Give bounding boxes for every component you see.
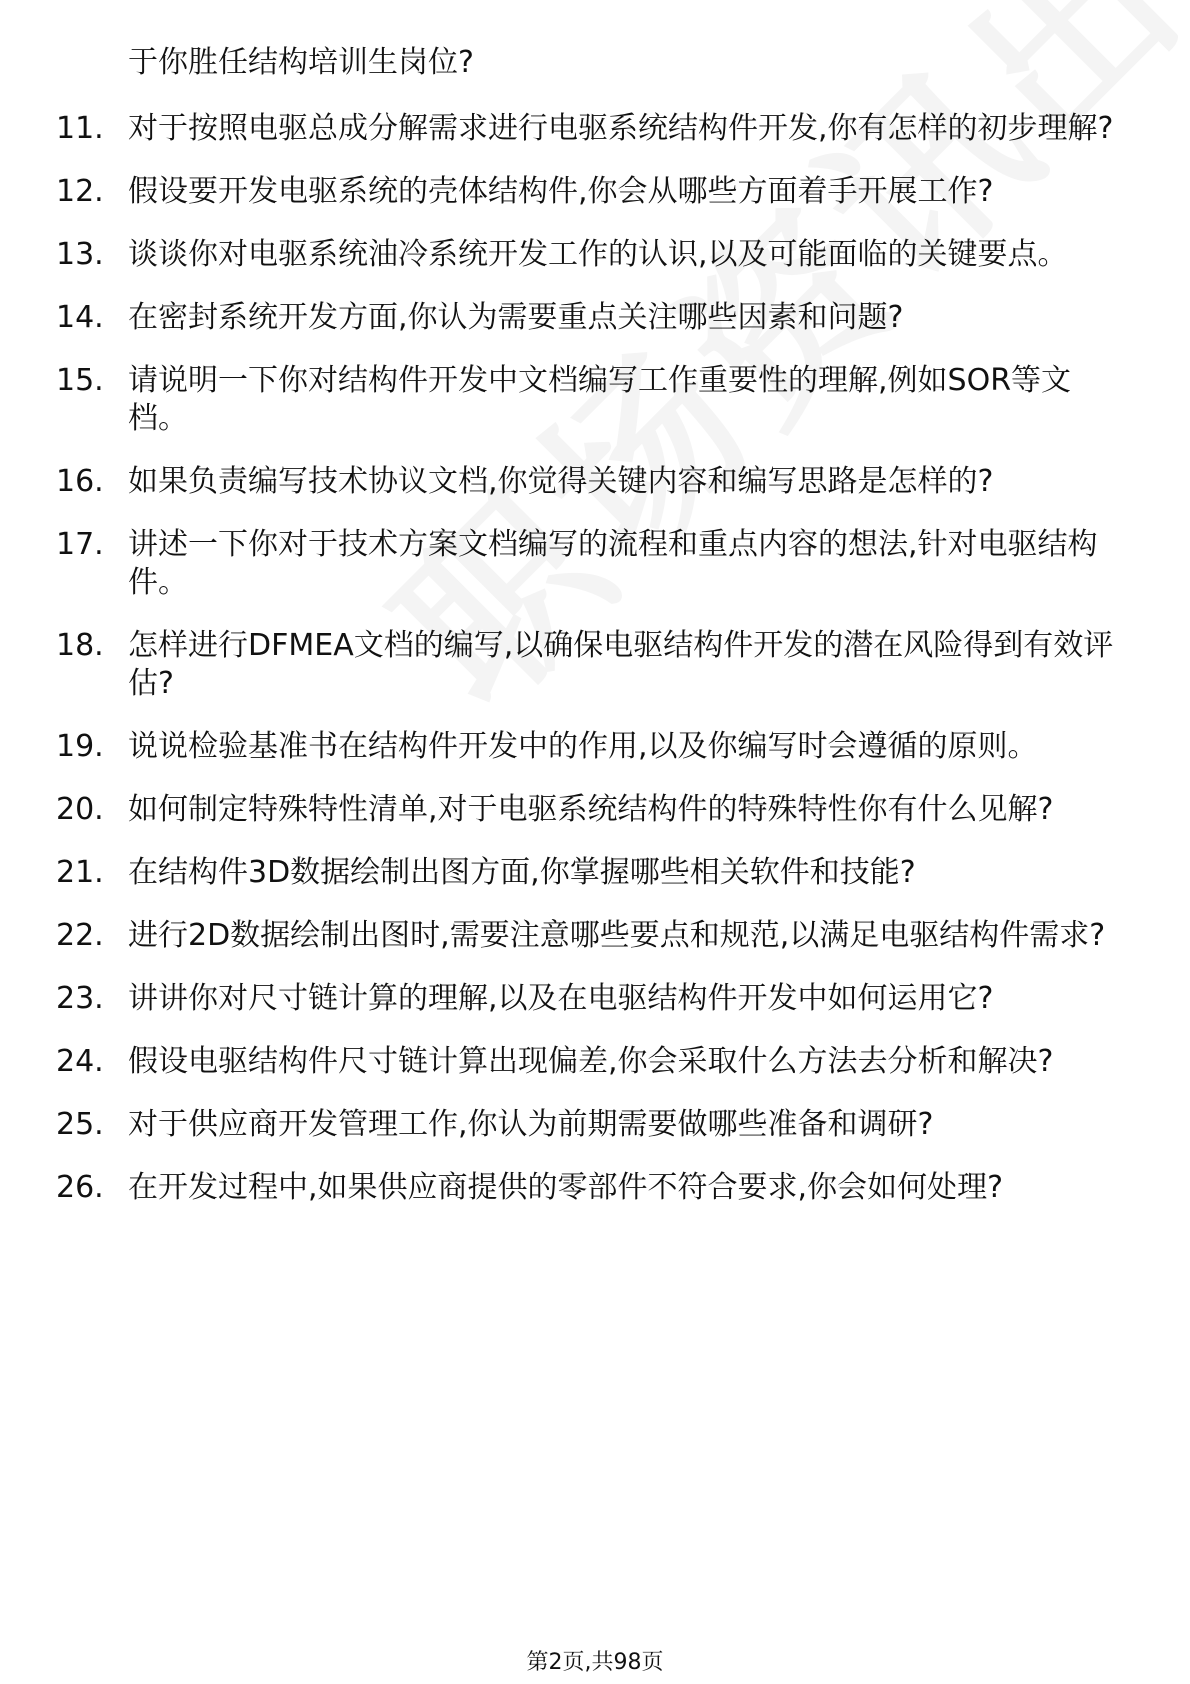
question-number: 22. [56,918,104,953]
question-item [56,173,1128,211]
question-text: 进行2D数据绘制出图时,需要注意哪些要点和规范,以满足电驱结构件需求? [128,918,1106,953]
continued-question-text: 于你胜任结构培训生岗位? [128,45,474,80]
question-item [56,917,1128,955]
question-number: 18. [56,628,104,663]
question-number: 12. [56,174,104,209]
question-item [56,854,1128,892]
question-text: 说说检验基准书在结构件开发中的作用,以及你编写时会遵循的原则。 [128,729,1038,764]
question-number: 17. [56,527,104,562]
question-item [56,728,1128,766]
question-item [56,1043,1128,1081]
question-text: 假设电驱结构件尺寸链计算出现偏差,你会采取什么方法去分析和解决? [128,1044,1054,1079]
question-item [56,791,1128,829]
question-text: 在密封系统开发方面,你认为需要重点关注哪些因素和问题? [128,300,904,335]
question-item [56,1169,1128,1207]
question-text: 讲讲你对尺寸链计算的理解,以及在电驱结构件开发中如何运用它? [128,981,994,1016]
question-item [56,299,1128,337]
question-text: 如何制定特殊特性清单,对于电驱系统结构件的特殊特性你有什么见解? [128,792,1054,827]
question-number: 14. [56,300,104,335]
question-text: 怎样进行DFMEA文档的编写,以确保电驱结构件开发的潜在风险得到有效评估? [128,628,1114,701]
question-text: 谈谈你对电驱系统油冷系统开发工作的认识,以及可能面临的关键要点。 [128,237,1068,272]
question-text: 对于供应商开发管理工作,你认为前期需要做哪些准备和调研? [128,1107,934,1142]
question-number: 24. [56,1044,104,1079]
question-number: 21. [56,855,104,890]
question-number: 16. [56,464,104,499]
question-text: 在开发过程中,如果供应商提供的零部件不符合要求,你会如何处理? [128,1170,1003,1205]
question-number: 11. [56,111,104,146]
question-item [56,627,1128,703]
question-text: 对于按照电驱总成分解需求进行电驱系统结构件开发,你有怎样的初步理解? [128,111,1114,146]
question-number: 25. [56,1107,104,1142]
question-item [56,236,1128,274]
question-text: 请说明一下你对结构件开发中文档编写工作重要性的理解,例如SOR等文档。 [128,363,1072,436]
question-number: 20. [56,792,104,827]
question-text: 在结构件3D数据绘制出图方面,你掌握哪些相关软件和技能? [128,855,916,890]
question-number: 15. [56,363,104,398]
question-number: 13. [56,237,104,272]
question-item [56,362,1128,438]
question-list [0,44,1190,1232]
question-text: 假设要开发电驱系统的壳体结构件,你会从哪些方面着手开展工作? [128,174,994,209]
question-number: 23. [56,981,104,1016]
question-item [56,463,1128,501]
question-number: 19. [56,729,104,764]
question-item [56,110,1128,148]
question-text: 讲述一下你对于技术方案文档编写的流程和重点内容的想法,针对电驱结构件。 [128,527,1098,600]
question-number: 26. [56,1170,104,1205]
question-text: 如果负责编写技术协议文档,你觉得关键内容和编写思路是怎样的? [128,464,994,499]
question-item [56,526,1128,602]
question-item [56,980,1128,1018]
question-item [56,1106,1128,1144]
page-number-footer: 第2页,共98页 [526,1650,664,1675]
